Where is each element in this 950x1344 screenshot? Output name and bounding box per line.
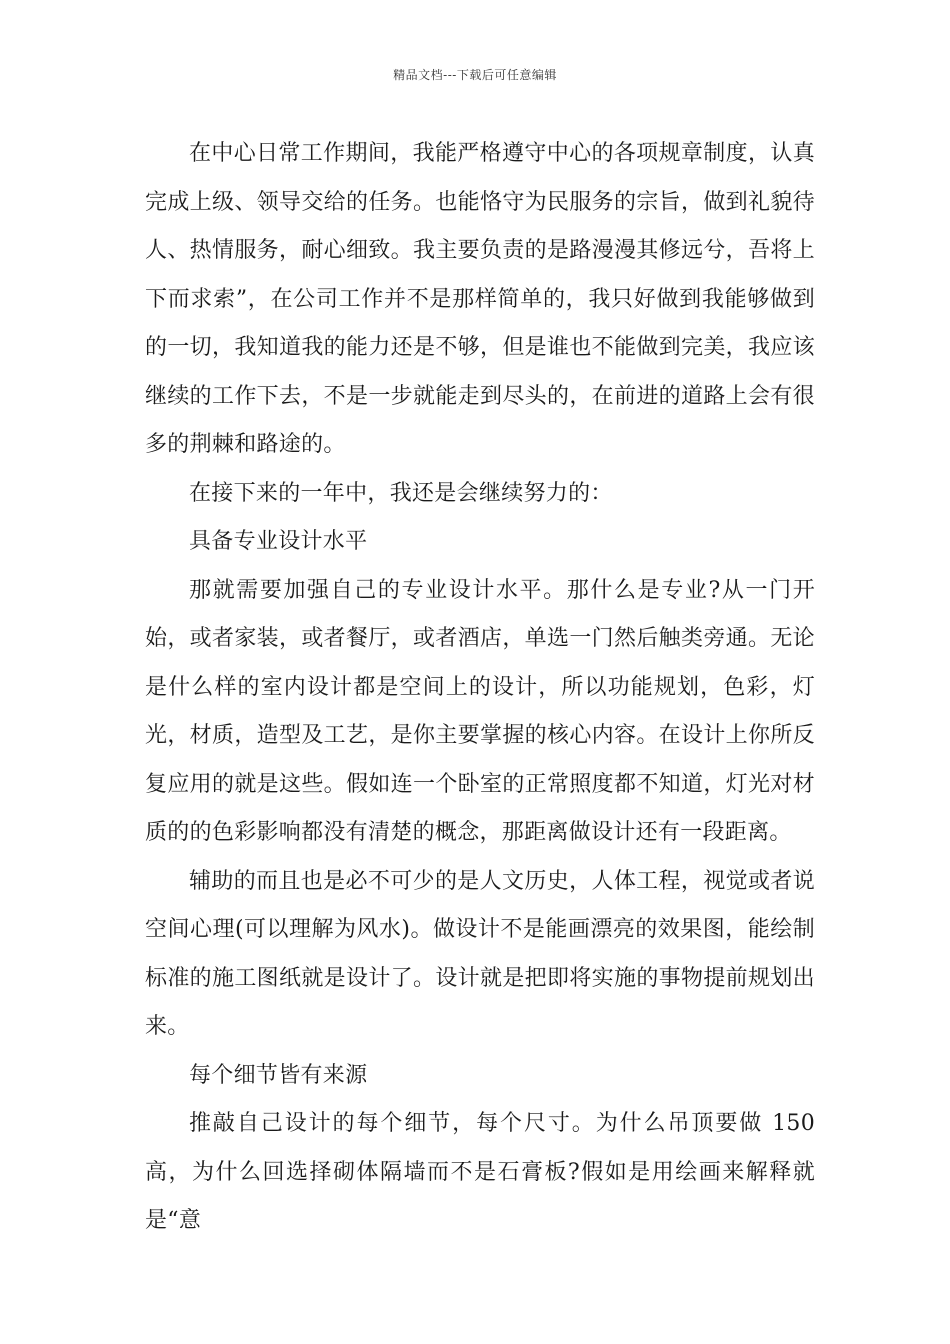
paragraph-professional-design: 那就需要加强自己的专业设计水平。那什么是专业?从一门开始，或者家装，或者餐厅，或者酒店，单选一门然后触类旁通。无论是什么样的室内设计都是空间上的设计，所以功能规划，色彩，灯光，材质，造型及工艺，是你主要掌握的核心内容。在设计上你所反复应用的就是这些。假如连一个卧室的正常照度都不知道，灯光对材质的的色彩影响都没有清楚的概念，那距离做设计还有一段距离。 bbox=[145, 577, 815, 845]
section-heading-detail-source: 每个细节皆有来源 bbox=[189, 1062, 368, 1088]
paragraph-detail-source: 推敲自己设计的每个细节，每个尺寸。为什么吊顶要做 150 高，为什么回选择砌体隔墙而不是石膏板?假如是用绘画来解释就是“意 bbox=[145, 1111, 815, 1233]
paragraph-next-year: 在接下来的一年中，我还是会继续努力的： bbox=[189, 480, 613, 506]
page-header: 精品文档---下载后可任意编辑 bbox=[393, 68, 557, 82]
paragraph-auxiliary-knowledge: 辅助的而且也是必不可少的是人文历史，人体工程，视觉或者说空间心理(可以理解为风水)。做设计不是能画漂亮的效果图，能绘制标准的施工图纸就是设计了。设计就是把即将实施的事物提前规划出来。 bbox=[145, 868, 815, 1039]
section-heading-professional-design: 具备专业设计水平 bbox=[189, 529, 368, 554]
document-body bbox=[145, 130, 815, 1246]
paragraph-work-attitude: 在中心日常工作期间，我能严格遵守中心的各项规章制度，认真完成上级、领导交给的任务。也能恪守为民服务的宗旨，做到礼貌待人、热情服务，耐心细致。我主要负责的是路漫漫其修远兮，吾将上下而求索”，在公司工作并不是那样简单的，我只好做到我能够做到的一切，我知道我的能力还是不够，但是谁也不能做到完美，我应该继续的工作下去，不是一步就能走到尽头的，在前进的道路上会有很多的荆棘和路途的。 bbox=[145, 141, 815, 457]
